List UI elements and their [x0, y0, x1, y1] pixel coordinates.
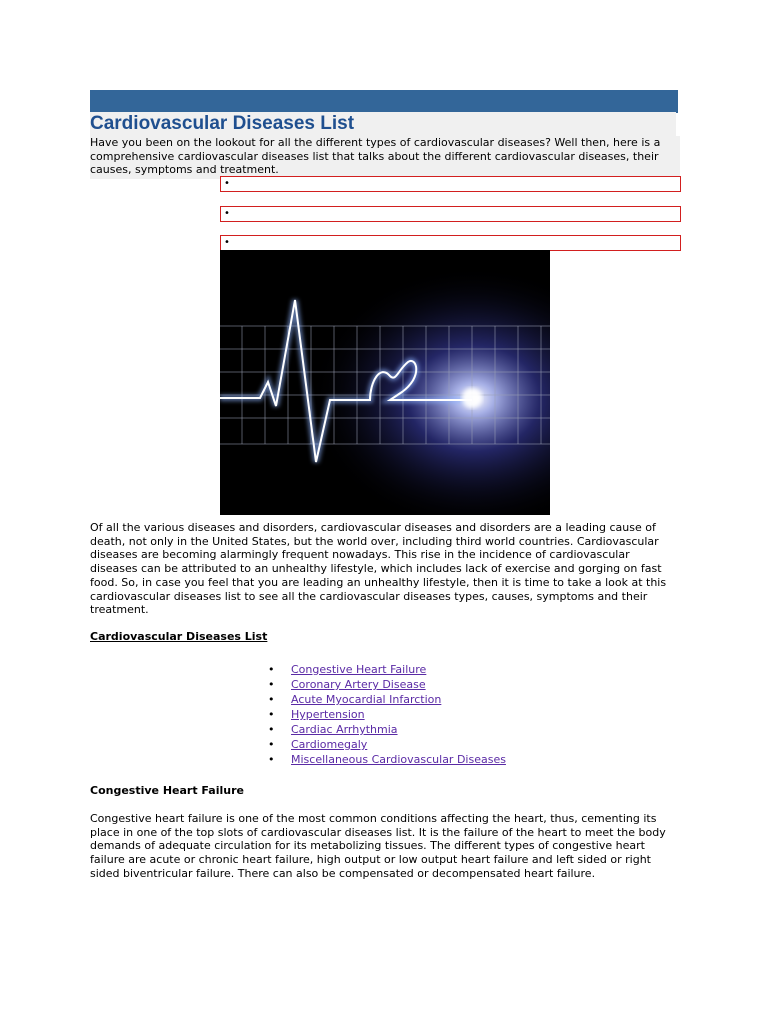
toc-link[interactable]: Cardiac Arrhythmia — [291, 723, 398, 736]
toc-link[interactable]: Hypertension — [291, 708, 365, 721]
page-title: Cardiovascular Diseases List — [90, 112, 676, 136]
toc-link[interactable]: Congestive Heart Failure — [291, 663, 427, 676]
intro-text: Have you been on the lookout for all the different types of cardiovascular diseases? Well then, here is a comprehensive cardiovascular diseases list that talks about the different cardiovascular diseases, their causes, symptoms and treatment. — [90, 136, 680, 179]
bullet-dot: • — [224, 237, 230, 248]
bullet-dot: • — [224, 208, 230, 219]
section-heading: Congestive Heart Failure — [90, 784, 244, 797]
bullet-dot: • — [224, 178, 230, 189]
bullet-box — [220, 206, 681, 222]
toc-heading: Cardiovascular Diseases List — [90, 630, 268, 643]
section-paragraph: Congestive heart failure is one of the most common conditions affecting the heart, thus, cementing its place in one of the top slots of cardiovascular diseases list. It is the failure of the heart to meet the body demands of adequate circulation for its metabolizing tissues. The different types of congestive heart failure are acute or chronic heart failure, high output or low output heart failure and left sided or right sided biventricular failure. There can also be compensated or decompensated heart failure. — [90, 812, 666, 880]
bullet-box — [220, 176, 681, 192]
ecg-heartbeat-icon — [220, 250, 550, 515]
bullet-box — [220, 235, 681, 251]
toc-link[interactable]: Miscellaneous Cardiovascular Diseases — [291, 753, 506, 766]
toc-link[interactable]: Acute Myocardial Infarction — [291, 693, 442, 706]
toc-link[interactable]: Coronary Artery Disease — [291, 678, 426, 691]
toc-link[interactable]: Cardiomegaly — [291, 738, 368, 751]
intro-paragraph: Of all the various diseases and disorders, cardiovascular diseases and disorders are a leading cause of death, not only in the United States, but the world over, including third world countries. Cardiovascular diseases are becoming alarmingly frequent nowadays. This rise in the incidence of cardiovascular diseases can be attributed to an unhealthy lifestyle, which includes lack of exercise and gorging on fast food. So, in case you feel that you are leading an unhealthy lifestyle, then it is time to take a look at this cardiovascular diseases list to see all the cardiovascular diseases types, causes, symptoms and their treatment. — [90, 521, 667, 617]
header-bar — [90, 90, 678, 113]
